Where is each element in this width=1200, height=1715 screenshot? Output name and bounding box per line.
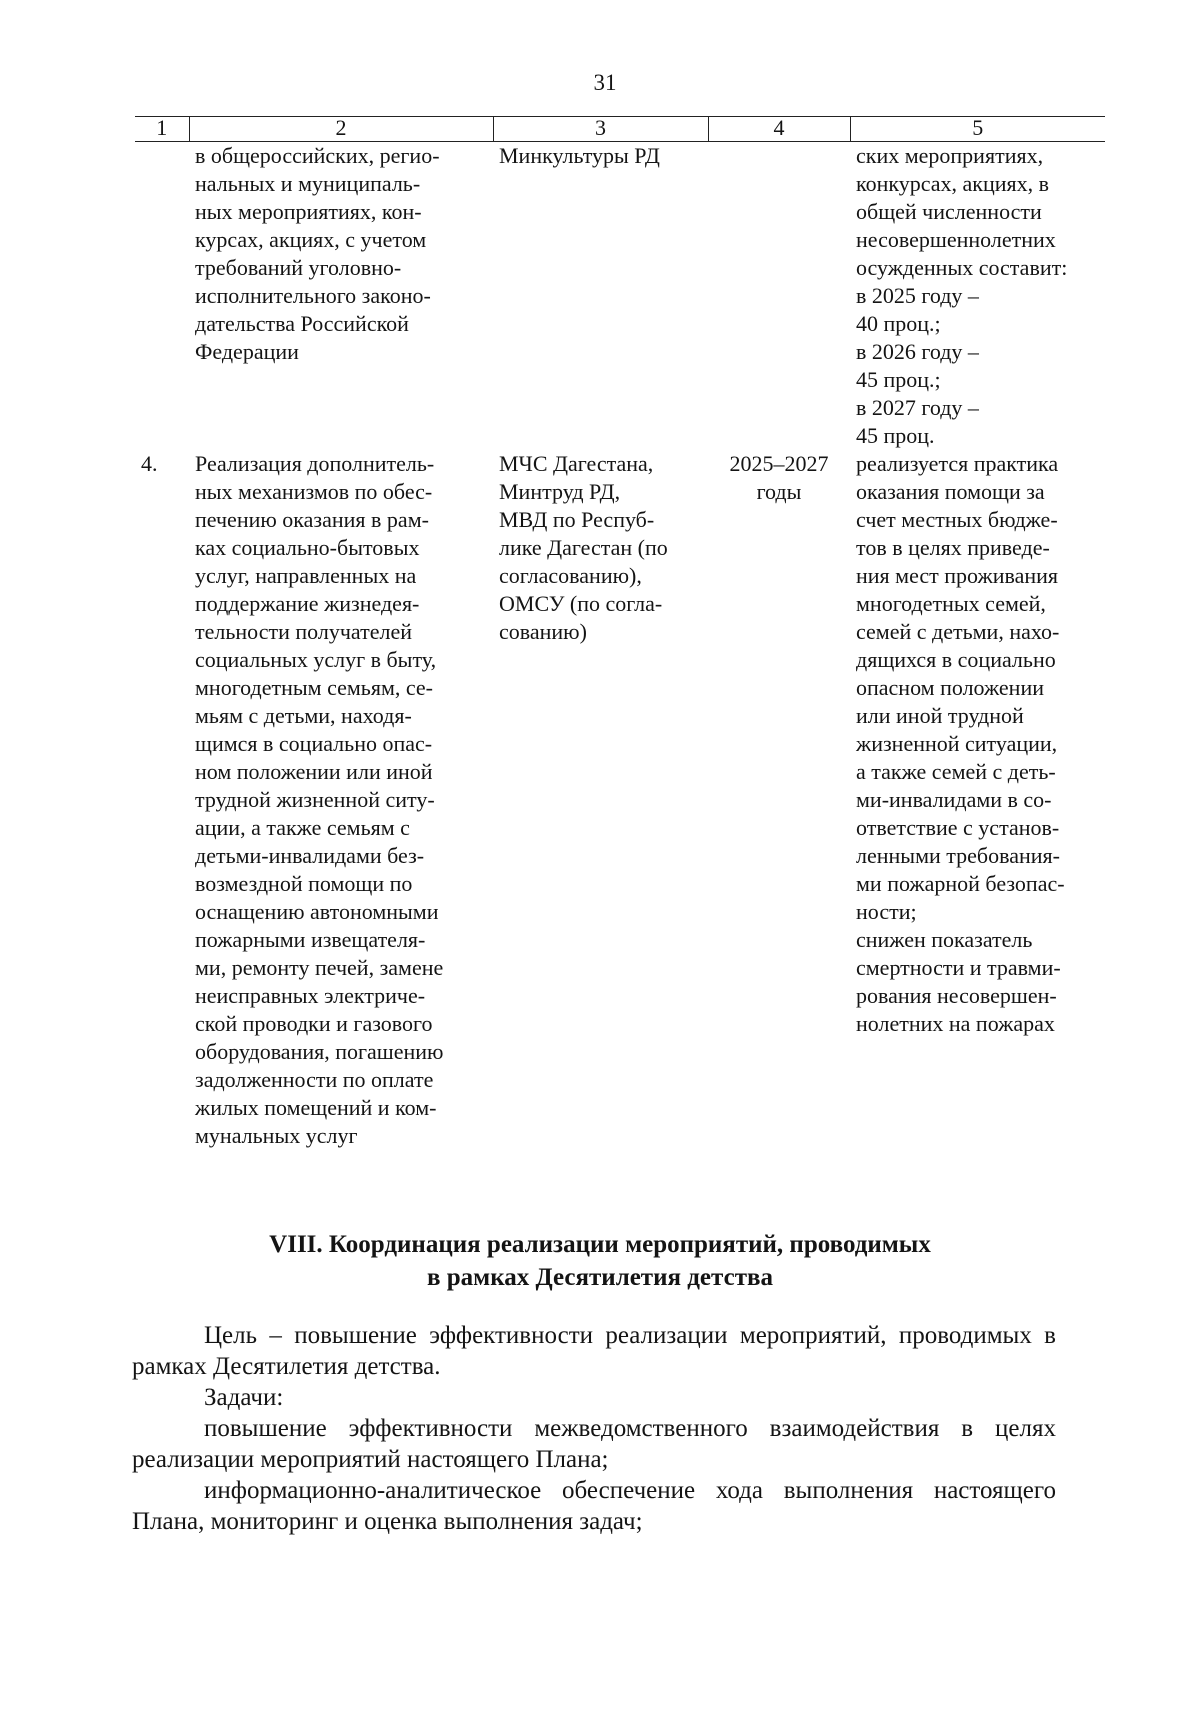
paragraph-tasks-label: Задачи: <box>204 1384 284 1411</box>
paragraph-task-1: повышение эффективности межведомственного взаимодействия в целях реализации мероприятий настоящего Плана; <box>132 1415 1056 1473</box>
row-number: 4. <box>141 451 158 476</box>
section-body <box>132 1320 1056 1537</box>
result-cell <box>850 450 1105 1150</box>
executors-text: МЧС Дагестана, Минтруд РД, МВД по Респуб- лике Дагестан (по согласованию), ОМСУ (по согла- сованию) <box>499 451 668 644</box>
term-cell <box>708 142 850 451</box>
paragraph-goal: Цель – повышение эффективности реализации мероприятий, проводимых в рамках Десятилетия детства. <box>132 1322 1056 1380</box>
column-header-2: 2 <box>189 117 493 142</box>
term-text: 2025–2027 годы <box>729 451 829 504</box>
paragraph-task-2: информационно-аналитическое обеспечение хода выполнения настоящего Плана, мониторинг и оценка выполнения задач; <box>132 1477 1056 1535</box>
result-text: реализуется практика оказания помощи за счет местных бюдже- тов в целях приведе- ния мест проживания многодетных семей, семей с детьми, нахо- дящихся в социально опасном положении или иной трудной жизненной ситуации, а также семей с деть- ми-инвалидами в со- ответствие с установ- ленными требования- ми пожарной безопас- ности; снижен показатель смертности и травми- рования несовершен- нолетних на пожарах <box>856 451 1065 1036</box>
column-header-3: 3 <box>493 117 708 142</box>
executors-cell <box>493 450 708 1150</box>
section-heading <box>0 1228 1200 1294</box>
row-number <box>135 142 189 451</box>
executors-cell <box>493 142 708 451</box>
event-text: Реализация дополнитель- ных механизмов по обес- печению оказания в рам- ках социально-бытовых услуг, направленных на поддержание жизнедея- тельности получателей социальных услуг в быту, многодетным семьям, се- мьям с детьми, находя- щимся в социально опас- ном положении или иной трудной жизненной ситу- ации, а также семьям с детьми-инвалидами без- возмездной помощи по оснащению автономными пожарными извещателя- ми, ремонту печей, замене неисправных электриче- ской проводки и газового оборудования, погашению задолженности по оплате жилых помещений и ком- мунальных услуг <box>195 451 444 1148</box>
page-number: 31 <box>593 70 617 95</box>
result-text: ских мероприятиях, конкурсах, акциях, в общей численности несовершеннолетних осужденных составит: в 2025 году – 40 проц.; в 2026 году – 45 проц.; в 2027 году – 45 проц. <box>856 143 1068 448</box>
event-cell <box>189 450 493 1150</box>
section-heading-line-1: VIII. Координация реализации мероприятий, проводимых <box>269 1231 931 1258</box>
event-text: в общероссийских, регио- нальных и муниципаль- ных мероприятиях, кон- курсах, акциях, с учетом требований уголовно- исполнительного законо- дательства Российской Федерации <box>195 143 440 364</box>
result-cell <box>850 142 1105 451</box>
plan-table <box>135 116 1105 1150</box>
section-heading-line-2: в рамках Десятилетия детства <box>427 1264 773 1291</box>
column-header-5: 5 <box>850 117 1105 142</box>
column-header-4: 4 <box>708 117 850 142</box>
column-header-1: 1 <box>135 117 189 142</box>
table-row <box>135 142 1105 451</box>
executors-text: Минкультуры РД <box>499 143 660 168</box>
table-row <box>135 450 1105 1150</box>
term-cell <box>708 450 850 1150</box>
event-cell <box>189 142 493 451</box>
table-header-row <box>135 117 1105 142</box>
